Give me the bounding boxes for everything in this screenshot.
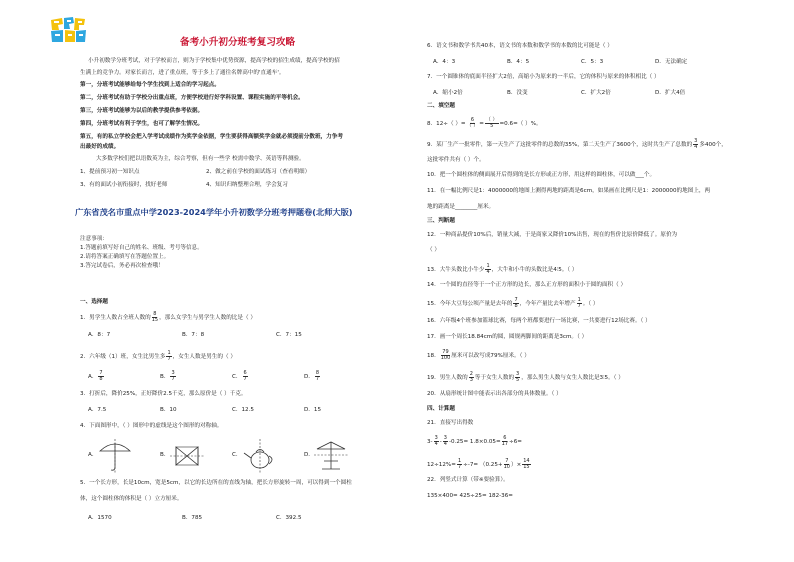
fraction: $\frac{1}{7}$ [167, 350, 171, 363]
section2-heading: 二、填空题 [427, 103, 455, 109]
q4-option-b: B． [160, 452, 170, 458]
bowtie-figure [170, 441, 204, 471]
question-11-line-1: 11．在一幅比例尺是1：4000000的地图上测得两地的距离是6cm，如果画在比例尺是1：2000000的地图上，两 [427, 188, 711, 194]
q2-option-a: A． $\frac{7}{8}$ [88, 370, 103, 383]
section4-heading: 四、计算题 [427, 406, 455, 412]
section3-heading: 三、判断题 [427, 218, 455, 224]
question-22: 22．列竖式计算（带※要验算）。 [427, 477, 509, 483]
calc-row-3: 135×400= 425÷25= 182-36= [427, 493, 513, 499]
point-4: 第四，分班考试有利于学生，也可了解学生情况。 [80, 121, 204, 127]
q1-option-a: A．8：7 [88, 332, 111, 338]
question-1: 1．男学生人数占全班人数的 $\frac{8}{15}$ ，那么女学生与男学生人数的比是（ ） [80, 311, 256, 324]
question-6: 6．语文书和数学书共40本，语文书的本数和数学书的本数的比可能是（ ） [427, 43, 613, 49]
point-5: 第五，有的私立学校会把入学考试成绩作为奖学金依据，学生要获得高额奖学金就必须提前分数班，力争考 [80, 134, 343, 140]
q6-option-d: D．无法确定 [655, 59, 688, 65]
point-1: 第一，分班考试能够给每个学生找到上适合的学习起点。 [80, 82, 220, 88]
question-7: 7．一个圆锥体的底面半径扩大2倍，高缩小为原来的一半后，它的体积与原来的体积相比（ ） [427, 74, 660, 80]
point-2: 第二，分班考试有助于学校分出重点班，方便学校进行好学科设置、课程实施的平等机会。 [80, 95, 304, 101]
question-14: 14．一个圆的直径等于一个正方形的边长，那么正方形的面积小于圆的面积（ ） [427, 282, 627, 288]
q2-option-b: B． $\frac{3}{7}$ [160, 370, 175, 383]
notice-1: 1.答题前填写好自己的姓名、班级、考号等信息。 [80, 245, 203, 251]
q4-option-a: A． [88, 452, 98, 458]
q1-option-c: C．7：15 [276, 332, 302, 338]
q3-option-d: D．15 [304, 407, 322, 413]
q7-option-d: D．扩大4倍 [655, 90, 686, 96]
question-4: 4．下面图形中，（ ）图形中的虚线是这个图形的对称轴。 [80, 423, 223, 429]
brand-logo [45, 16, 90, 44]
q2-option-c: C． $\frac{6}{7}$ [232, 370, 247, 383]
intro-line-1: 小升初数学分班考试，对于学校而言，则为于学校集中优势资源，提高学校的招生成绩，提高学校的招 [88, 58, 340, 64]
calc-row-2: 12÷12%= $\frac{1}{7}$ ÷-7= （0.25+ $\frac{7}{10}$ ）× $\frac{14}{15}$ [427, 458, 530, 471]
question-13: 13．大牛头数比小牛少 $\frac{1}{4}$ ，大牛和小牛的头数比是4∶5。（ ） [427, 263, 578, 276]
tip-3: 3、有的面试小初衔接时，找好老师 [80, 182, 168, 188]
question-20: 20．从扇形统计图中能表示出各部分的具体数量。（ ） [427, 391, 562, 397]
q6-option-b: B．4：5 [507, 59, 530, 65]
exam-title: 广东省茂名市重点中学2023-2024学年小升初数学分班考押题卷(北师大版) [75, 207, 353, 217]
q5-option-b: B．785 [182, 515, 203, 521]
question-11-line-2: 地的距离是________厘米。 [427, 204, 495, 210]
question-21: 21．直接写出得数 [427, 420, 474, 426]
q6-option-a: A．4：3 [433, 59, 456, 65]
parasol-figure [314, 439, 348, 473]
q3-option-c: C．12.5 [232, 407, 254, 413]
question-5-line-2: 体，这个圆柱体的体积是（ ）立方厘米。 [80, 496, 183, 502]
q4-option-d: D． [304, 452, 314, 458]
question-12-line-2: （ ） [427, 247, 440, 253]
intro-line-2: 生满上的竞争力。对家长而言，进了重点班，等于多上了通往名牌高中的'直通车'。 [80, 70, 285, 76]
tip-4: 4、知识归纳整理合理，学会复习 [206, 182, 288, 188]
notice-2: 2.请将答案正确填写在答题位置上。 [80, 254, 170, 260]
point-3: 第三，分班考试能够为以后的教学提供参考依据。 [80, 108, 204, 114]
q4-option-c: C． [232, 452, 242, 458]
question-3: 3．打折后，降价25%，正好降价2.5千克，那么原价是（ ）千克。 [80, 391, 247, 397]
notice-label: 注意事项： [80, 236, 108, 242]
section1-heading: 一、选择题 [80, 299, 108, 305]
q5-option-a: A．1570 [88, 515, 112, 521]
question-5-line-1: 5．一个长方形，长是10cm，宽是5cm，以它的长边所在的直线为轴，把长方形旋转一周，可以得到一个圆柱 [80, 480, 352, 486]
question-19: 19．男生人数的 $\frac{2}{3}$ 等于女生人数的 $\frac{3}{5}$ ，那么男生人数与女生人数比是3∶5。（ ） [427, 371, 624, 384]
q5-option-c: C．392.5 [276, 515, 302, 521]
question-2: 2．六年级（1）班，女生比男生多 $\frac{1}{7}$ ，女生人数是男生的（ ） [80, 350, 236, 363]
question-15: 15．今年大豆每公顷产量是去年的 $\frac{7}{8}$ ，今年产量比去年增产 $\frac{1}{7}$ 。（ ） [427, 297, 599, 310]
q7-option-a: A．缩小2倍 [433, 90, 463, 96]
question-17: 17．画一个周长18.84cm的圆，圆规两脚间的距离是3cm。（ ） [427, 334, 588, 340]
banner-title: 备考小升初分班考复习攻略 [180, 37, 296, 48]
advice-intro: 大多数学校们把以语数英为主，综合考察，但有一些学 校需中数学、英语等科测验。 [96, 156, 305, 162]
question-16: 16．六年级4个班参加篮球比赛，每两个班都要进行一场比赛，一共要进行12场比赛。（ ） [427, 318, 651, 324]
q6-option-c: C．5：3 [581, 59, 604, 65]
tip-2: 2、做之前在学校的面试练习（查看明细） [206, 169, 311, 175]
notice-3: 3.答完试卷后，务必再次检查哦！ [80, 263, 164, 269]
point-6: 出最好的成绩。 [80, 144, 120, 150]
calc-row-1: 3- $\frac{3}{4}$ - $\frac{3}{4}$ -0.25= 1.8×0.05= $\frac{6}{17}$ ÷6= [427, 435, 522, 448]
q3-option-a: A．7.5 [88, 407, 107, 413]
question-12-line-1: 12．一种商品提价10%后，销量大减，于是商家又降价10%出售，现在的售价比原价降低了。原价为 [427, 232, 678, 238]
umbrella-figure [98, 439, 132, 473]
q7-option-b: B．没变 [507, 90, 528, 96]
fraction: $\frac{8}{15}$ [151, 311, 159, 324]
q7-option-c: C．扩大2倍 [581, 90, 611, 96]
tip-1: 1、提前预习初一知识点 [80, 169, 140, 175]
question-9-line-2: 这批零件共有（ ）个。 [427, 157, 485, 163]
q3-option-b: B．10 [160, 407, 177, 413]
question-9: 9．某厂生产一批零件，第一天生产了这批零件的总数的35%，第二天生产了3600个，这时共生产了总数的 $\frac{3}{4}$ 多400个， [427, 138, 727, 151]
q2-option-d: D． $\frac{8}{7}$ [304, 370, 320, 383]
q1-option-b: B．7：8 [182, 332, 205, 338]
teapot-figure [242, 439, 278, 473]
question-10: 10．把一个圆柱体的侧面展开后得到的是长方形或正方形，用这样的圆柱体，可以做___个。 [427, 172, 656, 178]
question-18: 18． $\frac{79}{100}$ 厘米可以改写成79%厘米。（ ） [427, 349, 530, 362]
question-8: 8．12÷（ ）= $\frac{6}{( )}$ = $\frac{( )}{5}$ =0.6=（ ）%。 [427, 117, 542, 130]
